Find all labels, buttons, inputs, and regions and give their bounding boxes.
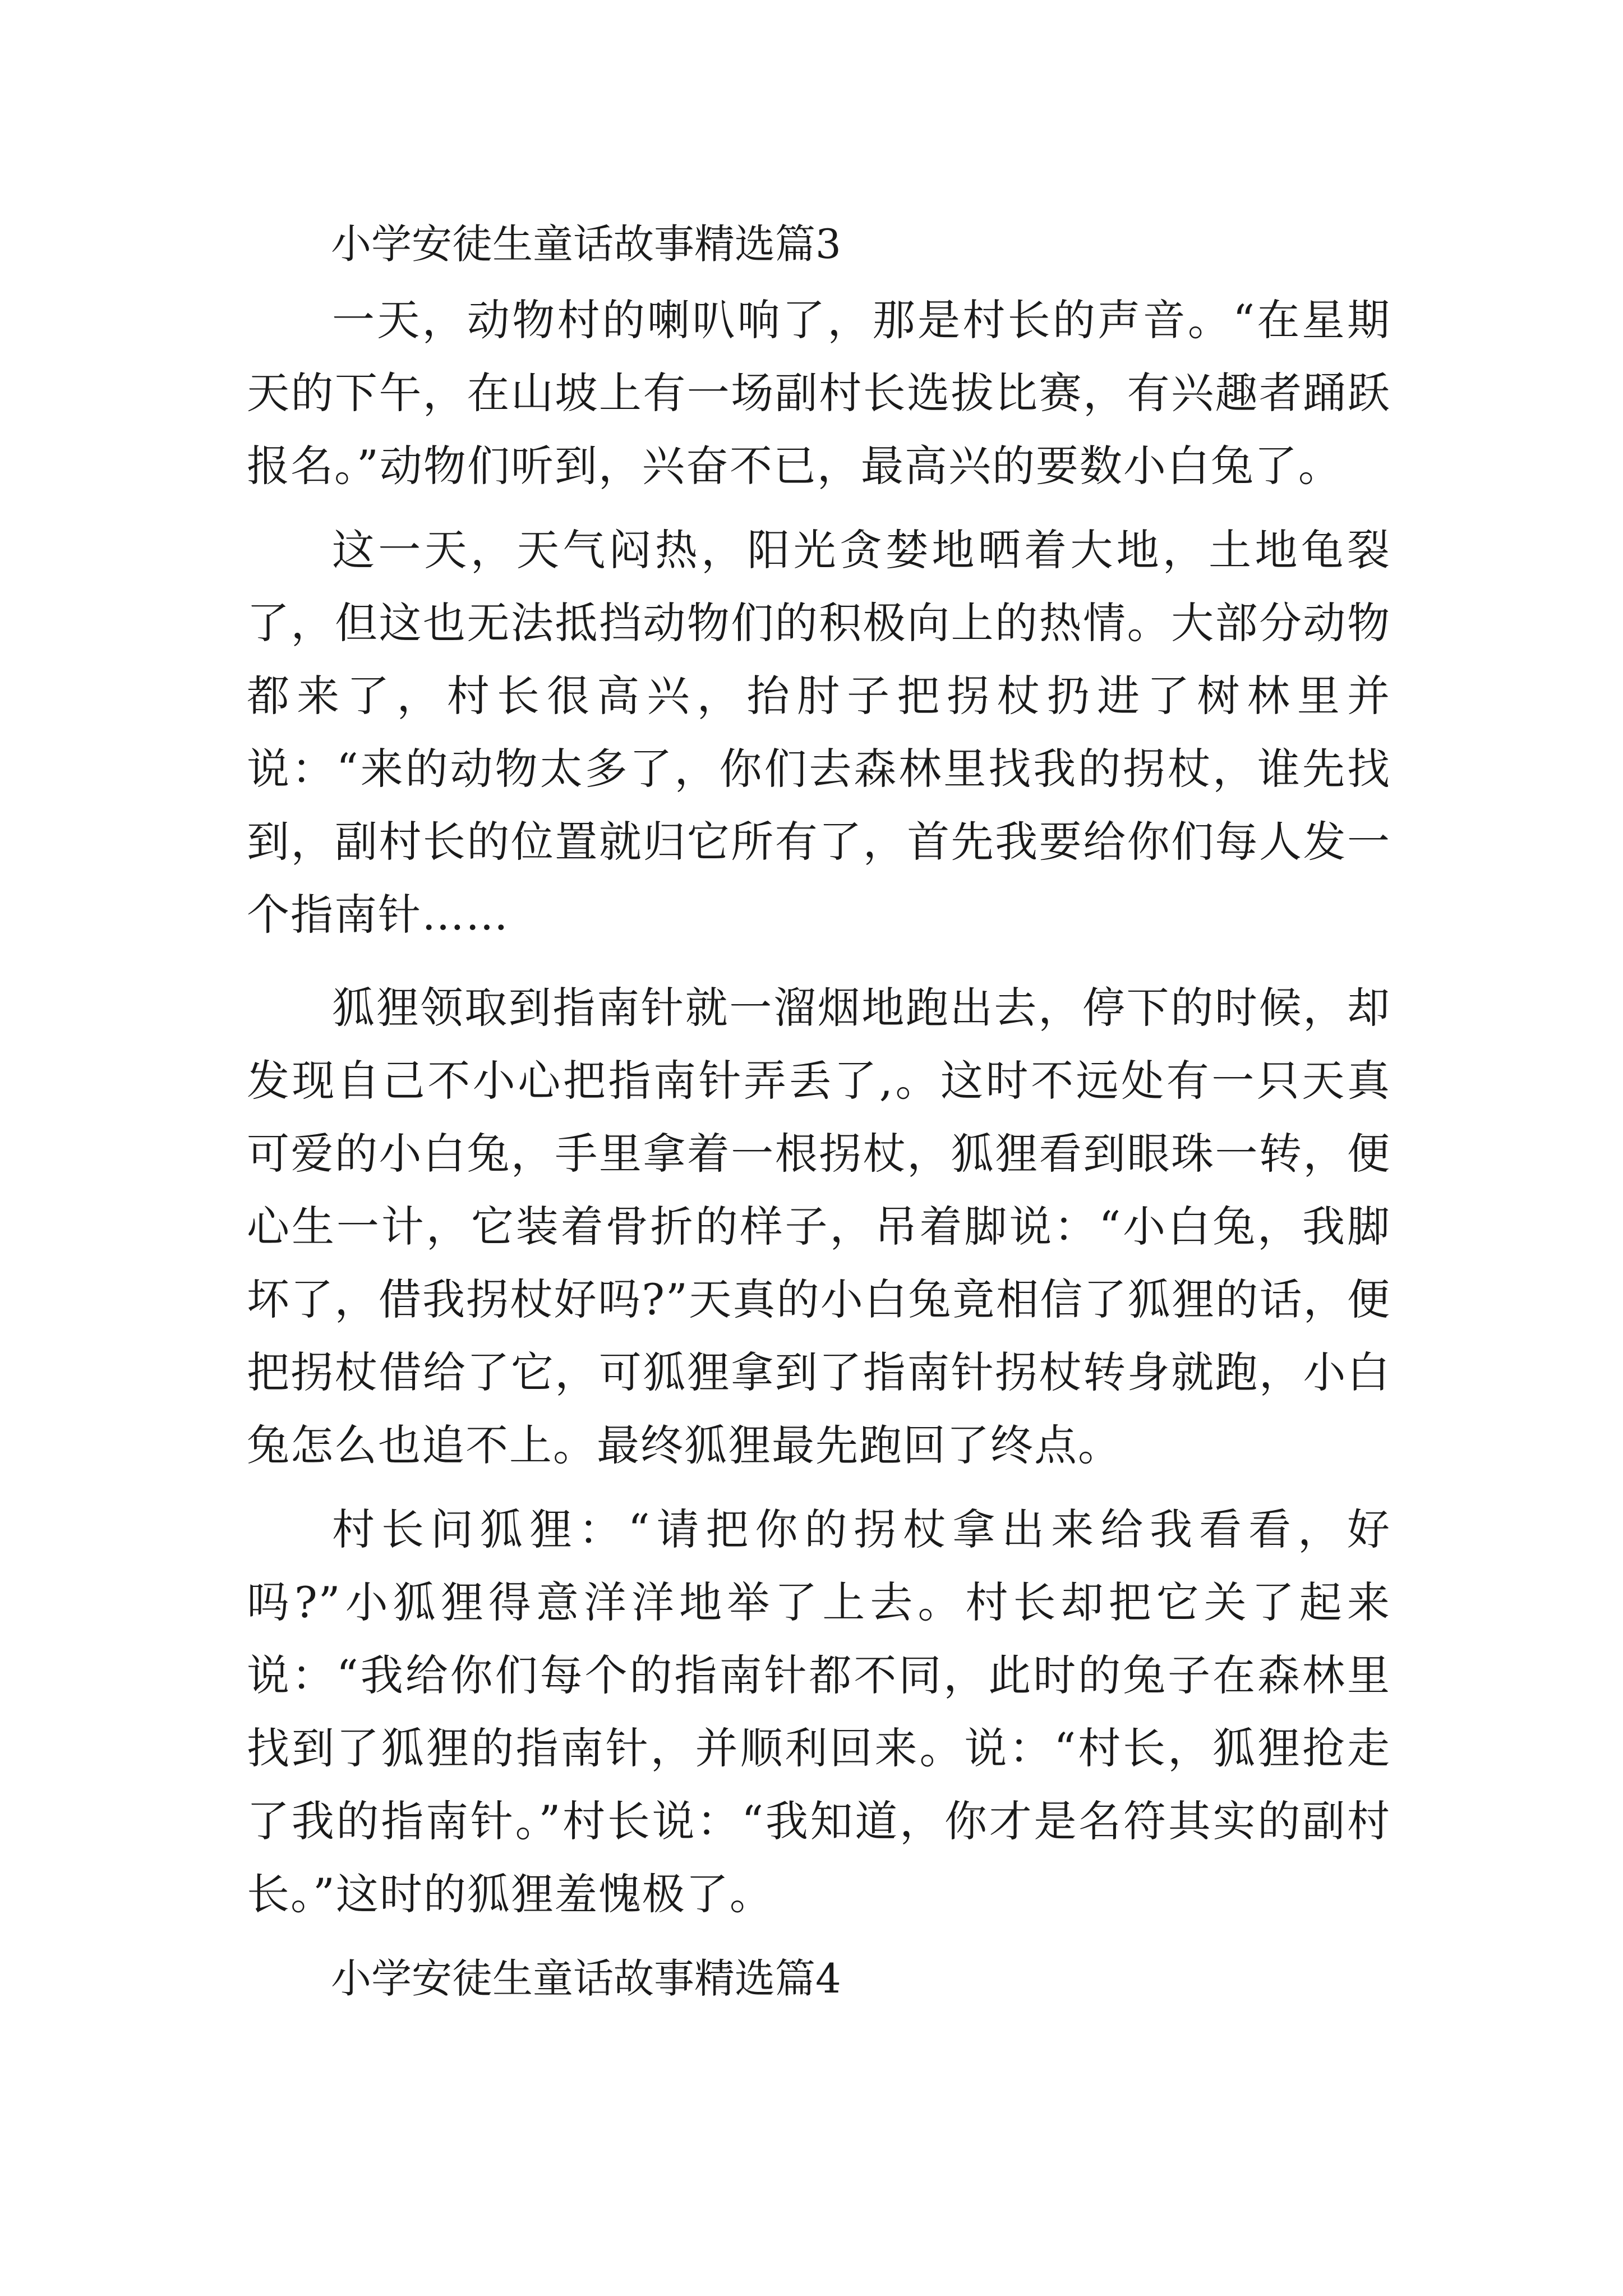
paragraph-1: 一天，动物村的喇叭响了，那是村长的声音。“在星期天的下午，在山坡上有一场副村长选拔比赛，有兴趣者踊跃报名。”动物们听到，兴奋不已，最高兴的要数小白兔了。 (247, 295, 1391, 491)
section-heading-4: 小学安徒生童话故事精选篇4 (331, 1955, 841, 2002)
paragraph-3: 狐狸领取到指南针就一溜烟地跑出去，停下的时候，却发现自己不小心把指南针弄丢了,。这时不远处有一只天真可爱的小白兔，手里拿着一根拐杖，狐狸看到眼珠一转，便心生一计，它装着骨折的样子，吊着脚说：“小白兔，我脚坏了，借我拐杖好吗?”天真的小白兔竟相信了狐狸的话，便把拐杖借给了它，可狐狸拿到了指南针拐杖转身就跑，小白兔怎么也追不上。最终狐狸最先跑回了终点。 (247, 983, 1391, 1470)
document-body (247, 208, 1391, 2015)
spacer (247, 1482, 1391, 1493)
spacer (247, 1931, 1391, 1942)
spacer (247, 503, 1391, 514)
section-heading-3: 小学安徒生童话故事精选篇3 (331, 220, 841, 268)
paragraph-4: 村长问狐狸：“请把你的拐杖拿出来给我看看，好吗?”小狐狸得意洋洋地举了上去。村长却把它关了起来说：“我给你们每个的指南针都不同，此时的兔子在森林里找到了狐狸的指南针，并顺利回来。说：“村长，狐狸抢走了我的指南针。”村长说：“我知道，你才是名符其实的副村长。”这时的狐狸羞愧极了。 (247, 1504, 1391, 1919)
paragraph-2: 这一天，天气闷热，阳光贪婪地晒着大地，土地龟裂了，但这也无法抵挡动物们的积极向上的热情。大部分动物都来了，村长很高兴，抬肘子把拐杖扔进了树林里并说：“来的动物太多了，你们去森林里找我的拐杖，谁先找到，副村长的位置就归它所有了，首先我要给你们每人发一个指南针…… (247, 525, 1391, 940)
spacer (247, 951, 1391, 972)
